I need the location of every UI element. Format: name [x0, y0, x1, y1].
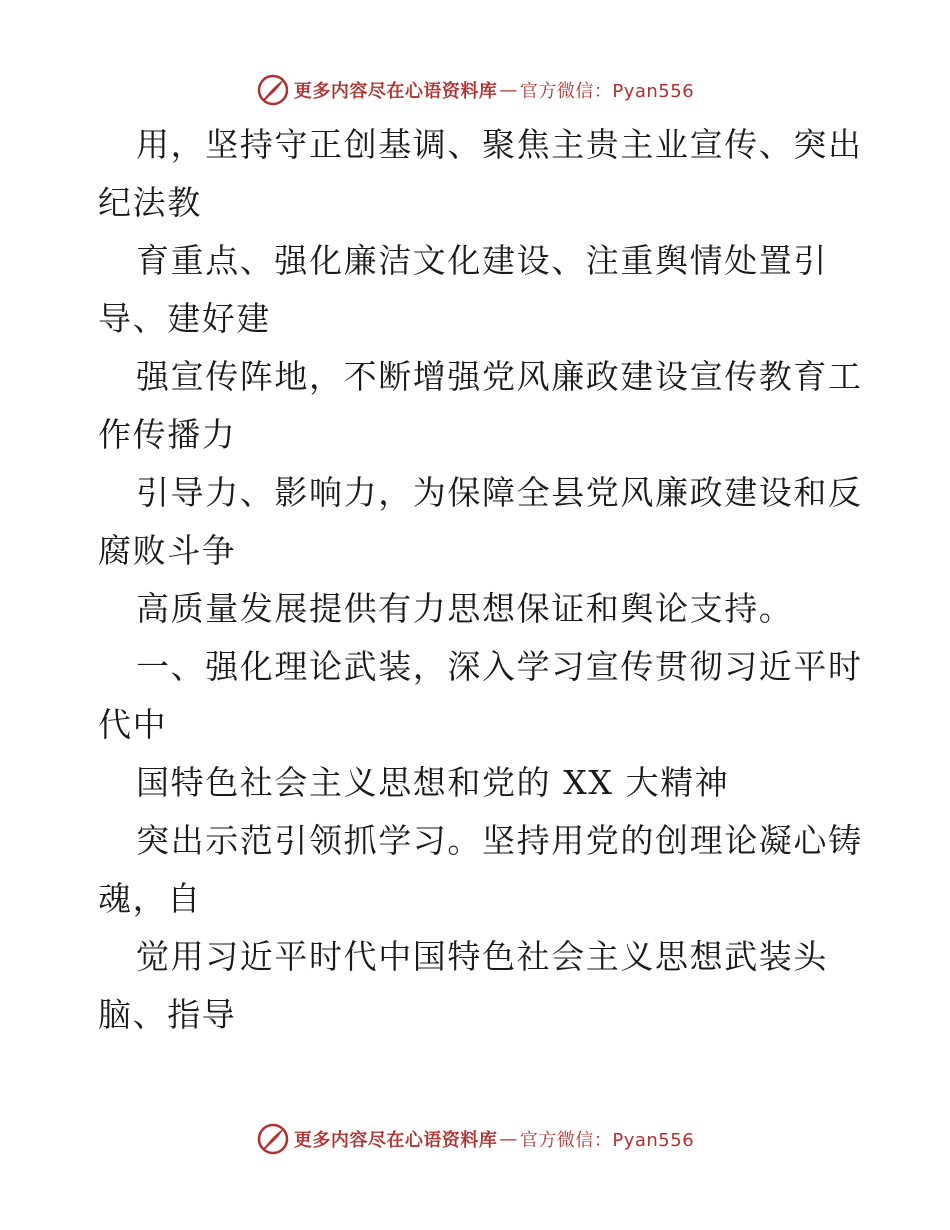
- body-line: 国特色社会主义思想和党的 XX 大精神: [136, 763, 730, 802]
- body-line: 代中: [98, 705, 168, 744]
- body-line: 纪法教: [98, 183, 202, 222]
- body-line: 导、建好建: [98, 299, 271, 338]
- body-line: 高质量发展提供有力思想保证和舆论支持。: [136, 589, 794, 628]
- body-line: 腐败斗争: [98, 531, 237, 570]
- body-line: 育重点、强化廉洁文化建设、注重舆情处置引: [136, 241, 828, 280]
- watermark-lead-text: 更多内容尽在心语资料库: [293, 81, 498, 102]
- body-line: 强宣传阵地，不断增强党风廉政建设宣传教育工: [136, 357, 863, 396]
- watermark-wechat-text: 官方微信：Pyan556: [519, 1130, 695, 1151]
- watermark-lead-text: 更多内容尽在心语资料库: [293, 1130, 498, 1151]
- header-watermark: [0, 70, 950, 110]
- body-line: 魂，自: [98, 879, 202, 918]
- body-line: 引导力、影响力，为保障全县党风廉政建设和反: [136, 473, 863, 512]
- section-heading-line: 一、强化理论武装，深入学习宣传贯彻习近平时: [136, 647, 863, 686]
- body-line: 突出示范引领抓学习。坚持用党的创理论凝心铸: [136, 821, 863, 860]
- document-body: [98, 116, 863, 1044]
- body-line: 用，坚持守正创基调、聚焦主贵主业宣传、突出: [136, 125, 863, 164]
- body-line: 觉用习近平时代中国特色社会主义思想武装头: [136, 937, 828, 976]
- quill-seal-icon: [256, 1122, 290, 1156]
- watermark-wechat-text: 官方微信：Pyan556: [519, 81, 695, 102]
- watermark-separator: —: [499, 1128, 518, 1150]
- quill-seal-icon: [256, 73, 290, 107]
- body-line: 作传播力: [98, 415, 237, 454]
- watermark-separator: —: [499, 79, 518, 101]
- body-line: 脑、指导: [98, 995, 237, 1034]
- footer-watermark: [0, 1119, 950, 1159]
